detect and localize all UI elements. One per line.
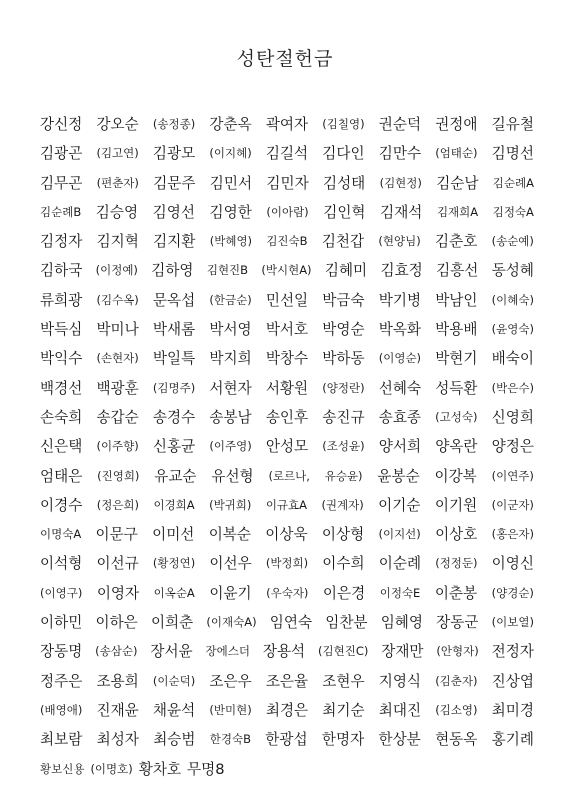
donor-name-entry: 이상욱 [265, 526, 308, 544]
donor-name-entry: 이경희A [153, 497, 195, 512]
donor-name-entry: 박용배 [435, 321, 478, 339]
donor-name-entry: 장용석 [262, 643, 306, 661]
donor-name-entry: 이문구 [95, 526, 138, 544]
donor-name-entry: 황차호 [138, 760, 182, 778]
family-name-entry: (우숙자) [266, 585, 309, 600]
family-name-entry: (양경순) [491, 585, 534, 600]
donor-name-entry: 김현진B [206, 263, 249, 278]
donor-name-entry: 박새롬 [152, 321, 196, 339]
donor-name-entry: 한상분 [378, 731, 421, 749]
donor-name-entry: 박하동 [322, 350, 365, 368]
donor-name-entry: 최승범 [153, 731, 196, 749]
donor-name-entry: 김정자 [40, 233, 83, 251]
name-line [40, 520, 534, 549]
donor-name-entry: 박일특 [152, 350, 196, 368]
donor-name-entry: 정주은 [40, 672, 83, 690]
name-line [40, 462, 534, 491]
family-name-entry: (이지선) [378, 527, 421, 542]
family-name-entry: (배영애) [40, 702, 83, 717]
donor-name-entry: 이강복 [434, 467, 477, 485]
name-line [40, 110, 534, 139]
family-name-entry: (이순덕) [152, 673, 196, 688]
donor-name-entry: 최미경 [491, 701, 534, 719]
family-name-entry: (조성윤) [322, 439, 365, 454]
donor-name-entry: 김천갑 [321, 233, 365, 251]
donor-name-entry: 장재만 [381, 643, 424, 661]
name-line [40, 344, 534, 373]
donor-name-entry: 장동군 [436, 614, 479, 632]
family-name-entry: (송삼순) [95, 644, 138, 659]
donor-name-entry: 장에스더 [205, 644, 250, 659]
name-line [40, 549, 534, 578]
name-line [40, 169, 534, 198]
name-line [40, 256, 534, 285]
donor-name-entry: 박현기 [435, 350, 478, 368]
donor-name-entry: 송효종 [378, 408, 422, 426]
donor-name-entry: 유교순 [154, 467, 197, 485]
donor-name-entry: 진재윤 [96, 701, 139, 719]
donor-name-entry: 김문주 [153, 174, 196, 192]
donor-name-entry: 신홍균 [152, 438, 196, 456]
donor-name-entry: 최경은 [265, 701, 309, 719]
donor-name-entry: 최성자 [96, 731, 139, 749]
donor-name-entry: 김흥선 [436, 262, 479, 280]
donor-name-entry: 동성혜 [491, 262, 534, 280]
name-line [40, 637, 534, 666]
family-name-entry: (이혜숙) [491, 292, 534, 307]
family-name-entry: (김현정) [379, 175, 422, 190]
donor-name-entry: 이명숙A [40, 527, 82, 542]
donor-name-entry: 박영순 [322, 321, 365, 339]
donor-name-entry: 이은경 [322, 584, 366, 602]
donor-name-entry: 한광섭 [265, 731, 308, 749]
donor-name-entry: 박지희 [209, 350, 252, 368]
donor-name-entry: 박기병 [378, 291, 422, 309]
family-name-entry: (이연주) [491, 468, 534, 483]
donor-name-entry: 조현우 [322, 672, 365, 690]
donor-name-entry: 백광훈 [96, 379, 139, 397]
donor-name-entry: 이상형 [321, 526, 365, 544]
family-name-entry: (이군자) [491, 497, 534, 512]
donor-name-entry: 이희춘 [150, 614, 194, 632]
donor-name-entry: 이옥순A [153, 585, 195, 600]
donor-name-entry: 홍기례 [491, 731, 534, 749]
donor-name-entry: 박미나 [96, 321, 139, 339]
donor-name-entry: 박서호 [265, 321, 309, 339]
family-name-entry: (이주향) [96, 439, 139, 454]
donor-name-list [40, 110, 534, 784]
donor-name-entry: 김민자 [266, 174, 309, 192]
donor-name-entry: 김길석 [265, 145, 309, 163]
donor-name-entry: 유선형 [211, 467, 254, 485]
family-name-entry: (양정란) [322, 380, 365, 395]
donor-name-entry: 김하국 [40, 262, 83, 280]
family-name-entry: (이지혜) [209, 146, 252, 161]
donor-name-entry: 윤봉순 [377, 467, 420, 485]
donor-name-entry: 한명자 [321, 731, 365, 749]
donor-name-entry: 김민서 [209, 174, 253, 192]
name-line [40, 491, 534, 520]
donor-name-entry: 이하민 [40, 614, 83, 632]
name-line [40, 608, 534, 637]
name-line [40, 198, 534, 227]
donor-name-entry: 김지환 [153, 233, 196, 251]
family-name-entry: (고성숙) [435, 409, 478, 424]
donor-name-entry: 이수희 [322, 555, 365, 573]
name-line [40, 374, 534, 403]
name-line [40, 696, 534, 725]
donor-name-entry: 김인혁 [323, 203, 366, 221]
donor-name-entry: 류희광 [40, 291, 83, 309]
donor-name-entry: 이미선 [152, 526, 195, 544]
donor-name-entry: 박옥화 [378, 321, 422, 339]
donor-name-entry: 강오순 [96, 116, 139, 133]
donor-name-entry: 이석형 [40, 555, 83, 573]
donor-name-entry: 박득심 [40, 321, 83, 339]
family-name-entry: (이영구) [40, 585, 83, 600]
donor-name-entry: 조용희 [96, 672, 139, 690]
family-name-entry: (로르나, [268, 468, 310, 483]
donor-name-entry: 이하은 [95, 614, 138, 632]
donor-name-entry: 민선일 [265, 291, 309, 309]
donor-name-entry: 선혜숙 [378, 379, 422, 397]
donor-name-entry: 임혜영 [380, 614, 423, 632]
donor-name-entry: 무명8 [187, 760, 225, 778]
name-line [40, 315, 534, 344]
donor-name-entry: 진상엽 [491, 672, 534, 690]
donor-name-entry: 김성태 [322, 174, 366, 192]
family-name-entry: (진영희) [97, 468, 140, 483]
donor-name-entry: 최대진 [378, 701, 422, 719]
family-name-entry: (정정둔) [435, 556, 478, 571]
family-name-entry: (반미현) [209, 702, 252, 717]
family-name-entry: (박혜영) [209, 234, 253, 249]
donor-name-entry: 양정은 [491, 438, 534, 456]
donor-name-entry: 이선우 [209, 555, 252, 573]
donor-name-entry: 김재석 [380, 203, 423, 221]
family-name-entry: 유승윤) [324, 468, 363, 483]
donor-name-entry: 김진숙B [266, 234, 308, 249]
donor-name-entry: 최기순 [322, 701, 365, 719]
family-name-entry: (김고연) [96, 146, 139, 161]
donor-name-entry: 이규효A [265, 497, 308, 512]
name-line [40, 725, 534, 754]
donor-name-entry: 김영한 [209, 203, 252, 221]
donor-name-entry: 김춘호 [435, 233, 478, 251]
donor-name-entry: 임찬분 [325, 614, 368, 632]
donor-name-entry: 박익수 [40, 350, 83, 368]
family-name-entry: (박정희) [265, 556, 309, 571]
family-name-entry: (권계자) [321, 497, 364, 512]
donor-name-entry: 박창수 [265, 350, 309, 368]
donor-name-entry: 강신정 [40, 116, 83, 133]
donor-name-entry: 전정자 [491, 643, 534, 661]
family-name-entry: (김수옥) [96, 292, 139, 307]
donor-name-entry: 이윤기 [209, 584, 252, 602]
family-name-entry: (김춘자) [435, 673, 478, 688]
donor-name-entry: 송봉남 [209, 408, 252, 426]
donor-name-entry: 이기원 [434, 496, 478, 514]
name-line [40, 667, 534, 696]
donor-name-entry: 김순례B [40, 204, 82, 219]
name-line [40, 432, 534, 461]
donor-name-entry: 장동명 [40, 643, 83, 661]
donor-name-entry: 이춘봉 [434, 584, 478, 602]
donor-name-entry: 백경선 [40, 379, 83, 397]
donor-name-entry: 김광모 [152, 145, 196, 163]
donor-name-entry: 송진규 [322, 408, 365, 426]
donor-name-entry: 임연숙 [269, 614, 313, 632]
family-name-entry: (박은수) [491, 380, 534, 395]
donor-name-entry: 신영희 [491, 408, 534, 426]
donor-name-entry: 김순남 [436, 174, 479, 192]
donor-name-entry: 이영자 [96, 584, 140, 602]
donor-name-entry: 현동옥 [435, 731, 478, 749]
family-name-entry: (김소영) [435, 702, 478, 717]
donor-name-entry: 권정애 [435, 116, 478, 133]
donor-name-entry: 김정숙A [492, 204, 534, 219]
name-line [40, 403, 534, 432]
donor-name-entry: 강춘옥 [209, 116, 252, 133]
family-name-entry: (이정예) [95, 263, 138, 278]
donor-name-entry: 안성모 [265, 438, 309, 456]
family-name-entry: (손현자) [96, 351, 139, 366]
family-name-entry: (송순예) [491, 234, 534, 249]
donor-name-entry: 조은우 [209, 672, 252, 690]
family-name-entry: (편춘자) [96, 175, 139, 190]
donor-name-entry: 신은택 [40, 438, 83, 456]
family-name-entry: (이아람) [266, 204, 309, 219]
donor-name-entry: 김무곤 [40, 174, 83, 192]
family-name-entry: (안형자) [436, 644, 479, 659]
name-line [40, 579, 534, 608]
donor-name-entry: 김승영 [95, 203, 139, 221]
donor-name-entry: 이기순 [378, 496, 421, 514]
family-name-entry: (이재숙A) [206, 615, 257, 630]
donor-name-entry: 이순례 [378, 555, 422, 573]
donor-name-entry: 길유철 [491, 116, 534, 133]
donor-name-entry: 서현자 [209, 379, 252, 397]
donor-name-entry: 최보람 [40, 731, 83, 749]
donor-name-entry: 지영식 [378, 672, 422, 690]
family-name-entry: (박귀희) [209, 497, 252, 512]
family-name-entry: (김칠영) [322, 117, 365, 131]
family-name-entry: (이보열) [491, 615, 534, 630]
donor-name-entry: 이선규 [96, 555, 139, 573]
name-line [40, 139, 534, 168]
donor-name-entry: 엄태은 [40, 467, 83, 485]
donor-name-entry: 김재희A [436, 204, 479, 219]
donor-name-entry: 김지혁 [96, 233, 139, 251]
family-name-entry: (이영순) [378, 351, 422, 366]
donor-name-entry: 송갑순 [96, 408, 139, 426]
donor-name-entry: 이경수 [40, 496, 83, 514]
donor-name-entry: 박서영 [209, 321, 252, 339]
donor-name-entry: 한경숙B [209, 732, 251, 747]
donor-name-entry: 김효정 [380, 262, 423, 280]
family-name-entry: (박시현A) [261, 263, 312, 278]
family-name-entry: (이주영) [209, 439, 252, 454]
donor-name-entry: 이영신 [491, 555, 534, 573]
donor-name-entry: 김만수 [378, 145, 422, 163]
donor-name-entry: 조은율 [265, 672, 309, 690]
donor-name-entry: 김다인 [322, 145, 365, 163]
family-name-entry: (한금순) [209, 292, 252, 307]
donor-name-entry: 곽여자 [265, 116, 309, 133]
donor-name-entry: 양서희 [378, 438, 422, 456]
family-name-entry: (이명호) [90, 761, 133, 776]
donor-name-entry: 김광곤 [40, 145, 83, 163]
donor-name-entry: 이복순 [208, 526, 251, 544]
family-name-entry: (김현진C) [318, 644, 369, 659]
donor-name-entry: 박금숙 [322, 291, 365, 309]
donor-name-entry: 송인후 [265, 408, 309, 426]
donor-name-entry: 김순례A [492, 175, 534, 190]
donor-name-entry: 문옥섭 [152, 291, 196, 309]
family-name-entry: (송정종) [152, 117, 196, 131]
donor-name-entry: 양옥란 [435, 438, 478, 456]
donor-name-entry: 이상호 [435, 526, 478, 544]
name-line [40, 227, 534, 256]
donor-name-entry: 황보신용 [40, 761, 85, 776]
family-name-entry: (황정연) [152, 556, 196, 571]
family-name-entry: (정은희) [96, 497, 140, 512]
family-name-entry: (윤영숙) [491, 322, 534, 337]
donor-name-entry: 송경수 [152, 408, 196, 426]
donor-name-entry: 이정숙E [379, 585, 421, 600]
family-name-entry: (김명주) [152, 380, 196, 395]
donor-name-entry: 김명선 [491, 145, 534, 163]
donor-name-entry: 서황원 [265, 379, 309, 397]
donor-name-entry: 장서윤 [150, 643, 193, 661]
name-line [40, 755, 534, 784]
donor-name-entry: 김혜미 [324, 262, 368, 280]
family-name-entry: (엄태순) [435, 146, 478, 161]
donor-name-entry: 김영선 [152, 203, 195, 221]
donor-name-entry: 성득환 [435, 379, 478, 397]
donor-name-entry: 배숙이 [491, 350, 534, 368]
donor-name-entry: 채윤석 [152, 701, 196, 719]
donor-name-entry: 박남인 [435, 291, 478, 309]
name-line [40, 286, 534, 315]
donor-name-entry: 권순덕 [378, 116, 422, 133]
donor-name-entry: 김하영 [151, 262, 194, 280]
donor-name-entry: 손숙희 [40, 408, 83, 426]
page-title: 성탄절헌금 [236, 48, 334, 70]
family-name-entry: (홍은자) [491, 527, 534, 542]
family-name-entry: (현양님) [378, 234, 421, 249]
